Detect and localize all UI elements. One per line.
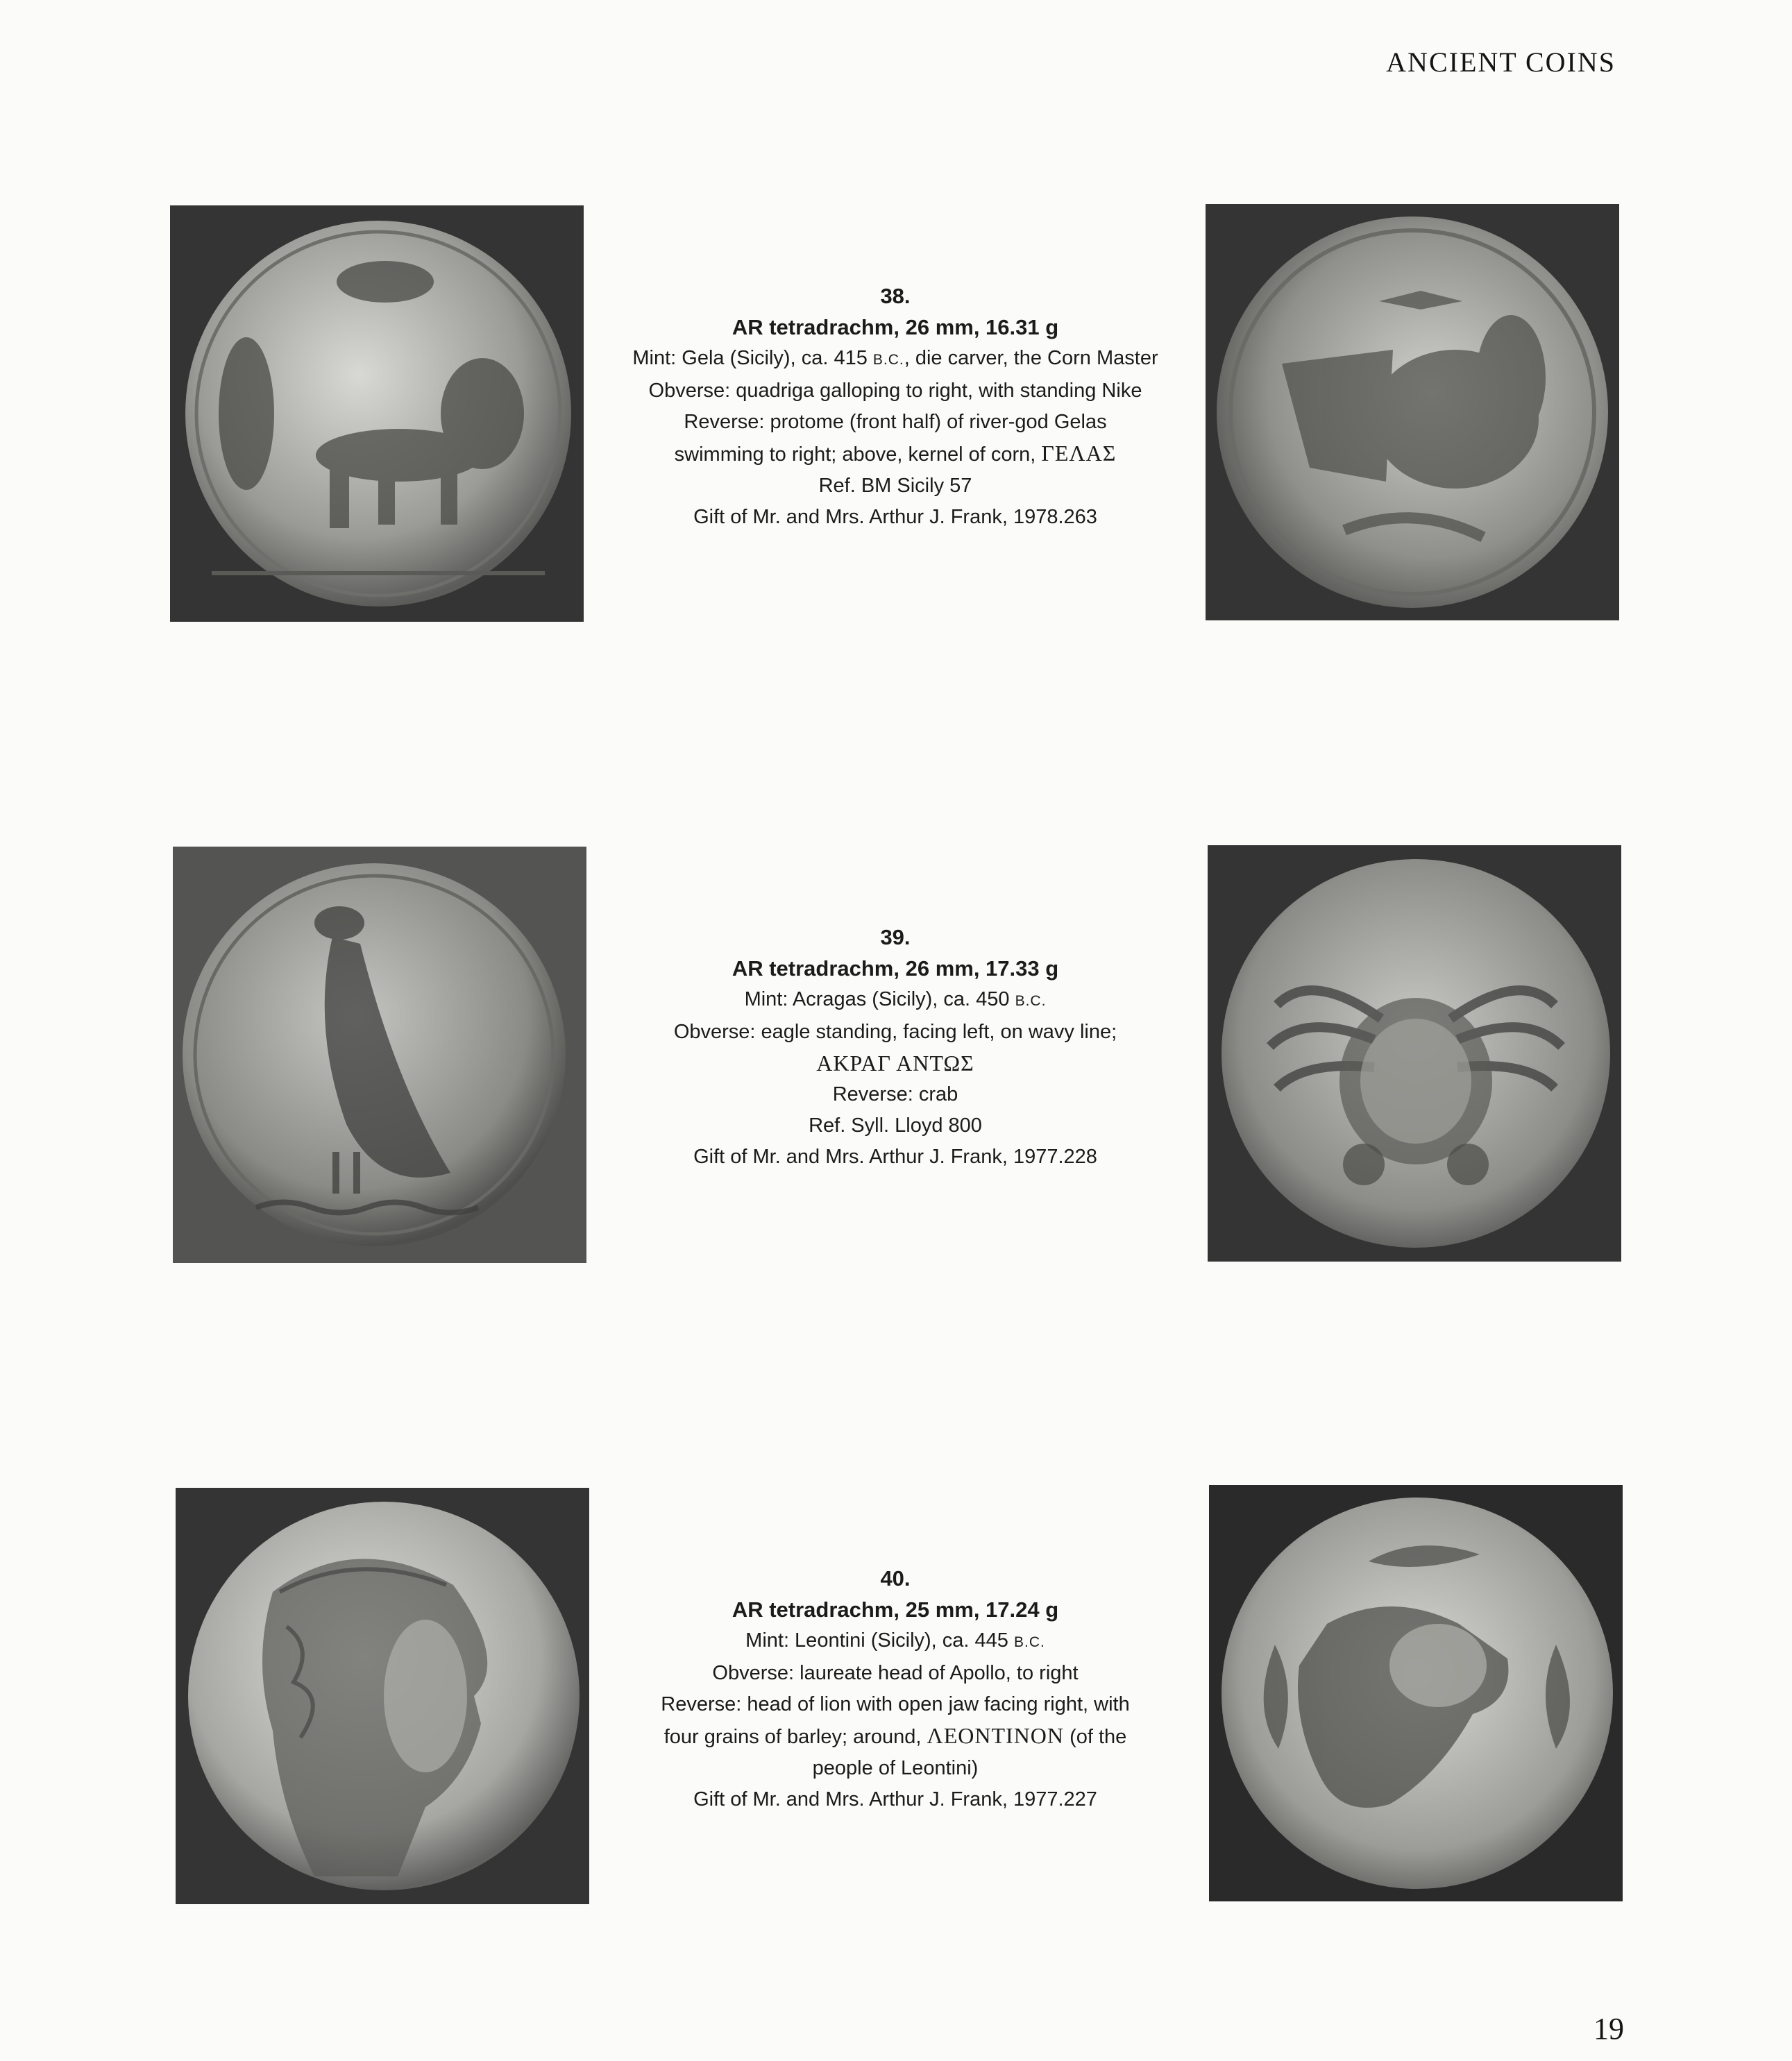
entry-reverse-cont-2: people of Leontini) (812, 1757, 979, 1779)
coin-39-reverse-photo (1208, 845, 1621, 1262)
entry-reverse: Reverse: head of lion with open jaw facing right, with (661, 1693, 1130, 1715)
entry-reference: Ref. BM Sicily 57 (818, 475, 972, 497)
running-head: ANCIENT COINS (1386, 46, 1616, 78)
entry-obverse: Obverse: laureate head of Apollo, to right (712, 1662, 1079, 1684)
entry-reference: Ref. Syll. Lloyd 800 (809, 1114, 982, 1137)
coin-39-obverse-photo (173, 847, 586, 1263)
entry-title: AR tetradrachm, 26 mm, 16.31 g (732, 315, 1059, 339)
coin-38-obverse-photo (170, 205, 584, 622)
entry-reverse: Reverse: protome (front half) of river-god Gelas (684, 411, 1107, 433)
entry-gift: Gift of Mr. and Mrs. Arthur J. Frank, 1978.263 (693, 506, 1097, 528)
greek-legend: ΓΕΛΑΣ (1041, 441, 1117, 466)
page-number: 19 (1594, 2012, 1624, 2046)
entry-title: AR tetradrachm, 25 mm, 17.24 g (732, 1597, 1059, 1622)
catalog-entry-38 (611, 280, 1180, 533)
entry-number: 38. (880, 284, 911, 308)
catalog-entry-40 (611, 1563, 1180, 1815)
entry-mint: Mint: Leontini (Sicily), ca. 445 B.C. (745, 1629, 1045, 1652)
greek-legend: ΑΚΡΑΓ ΑΝΤΩΣ (816, 1051, 974, 1076)
entry-reverse: Reverse: crab (832, 1083, 958, 1105)
entry-title: AR tetradrachm, 26 mm, 17.33 g (732, 956, 1059, 981)
coin-40-reverse-photo (1209, 1485, 1623, 1901)
entry-gift: Gift of Mr. and Mrs. Arthur J. Frank, 1977.227 (693, 1788, 1097, 1810)
coin-40-obverse-photo (176, 1488, 589, 1904)
entry-reverse-cont: four grains of barley; around, ΛΕΟΝΤΙΝΟΝ (of the (663, 1723, 1127, 1748)
greek-legend: ΛΕΟΝΤΙΝΟΝ (927, 1723, 1065, 1748)
entry-number: 40. (880, 1566, 911, 1591)
entry-mint: Mint: Acragas (Sicily), ca. 450 B.C. (744, 988, 1047, 1010)
entry-reverse-cont: swimming to right; above, kernel of corn, ΓΕΛΑΣ (674, 441, 1117, 466)
entry-obverse: Obverse: eagle standing, facing left, on wavy line; (673, 1021, 1117, 1043)
entry-mint: Mint: Gela (Sicily), ca. 415 B.C., die carver, the Corn Master (632, 347, 1158, 369)
catalog-entry-39 (611, 922, 1180, 1173)
entry-gift: Gift of Mr. and Mrs. Arthur J. Frank, 1977.228 (693, 1146, 1097, 1168)
entry-obverse: Obverse: quadriga galloping to right, with standing Nike (648, 380, 1142, 402)
coin-38-reverse-photo (1206, 204, 1619, 620)
entry-number: 39. (880, 925, 911, 949)
